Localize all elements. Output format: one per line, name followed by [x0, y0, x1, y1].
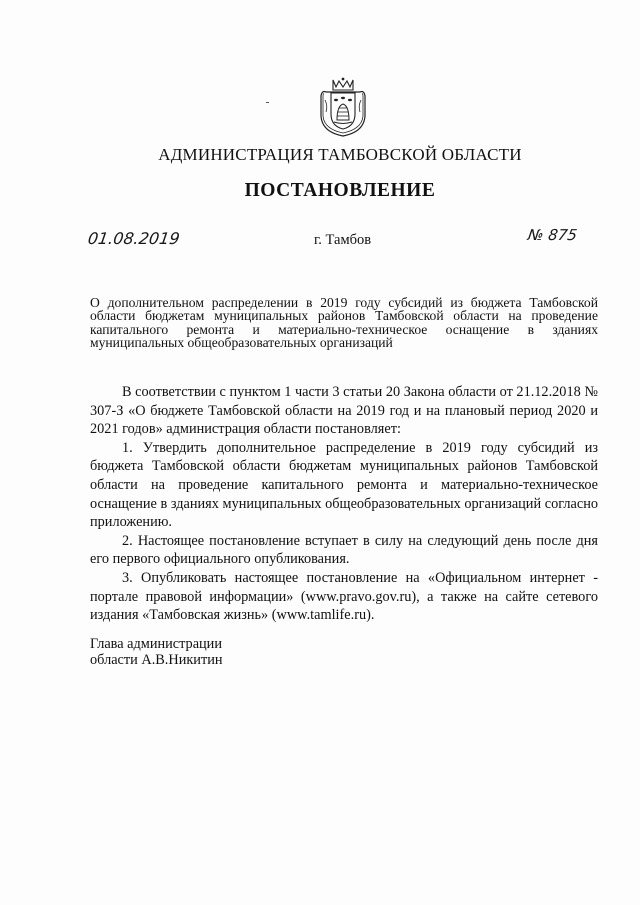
document-subject: О дополнительном распределении в 2019 году субсидий из бюджета Тамбовской области бюджетам муниципальных районов Тамбовской области на проведение капитального ремонта и материально-техническое оснащение в зданиях муниципальных общеобразовательных организаций [90, 295, 598, 351]
city-label: г. Тамбов [314, 232, 372, 248]
item-paragraph-2: 2. Настоящее постановление вступает в силу на следующий день после дня его первого официального опубликования. [90, 532, 598, 568]
handwritten-number: № 875 [526, 226, 579, 244]
tambov-coat-of-arms-icon [318, 76, 368, 138]
document-type-heading: ПОСТАНОВЛЕНИЕ [244, 180, 436, 201]
organization-title: АДМИНИСТРАЦИЯ ТАМБОВСКОЙ ОБЛАСТИ [158, 145, 522, 164]
preamble-paragraph: В соответствии с пунктом 1 части 3 статьи 20 Закона области от 21.12.2018 № 307-З «О бюджете Тамбовской области на 2019 год и на плановый период 2020 и 2021 годов» администрация области постановляет: [90, 384, 598, 438]
item-paragraph-1: 1. Утвердить дополнительное распределение в 2019 году субсидий из бюджета Тамбовской области бюджетам муниципальных районов Тамбовской области на проведение капитального ремонта и материально-техническое оснащение в зданиях муниципальных общеобразовательных организаций согласно приложению. [90, 439, 598, 531]
document-body [90, 383, 598, 625]
item-paragraph-3: 3. Опубликовать настоящее постановление на «Официальном интернет - портале правовой информации» (www.pravo.gov.ru), а также на сайте сетевого издания «Тамбовская жизнь» (www.tamlife.ru). [90, 569, 598, 624]
signature-block [90, 636, 223, 668]
signature-name: области А.В.Никитин [90, 652, 223, 668]
signature-title: Глава администрации [90, 636, 222, 652]
scan-speck [266, 102, 269, 103]
handwritten-date: 01.08.2019 [86, 229, 181, 248]
